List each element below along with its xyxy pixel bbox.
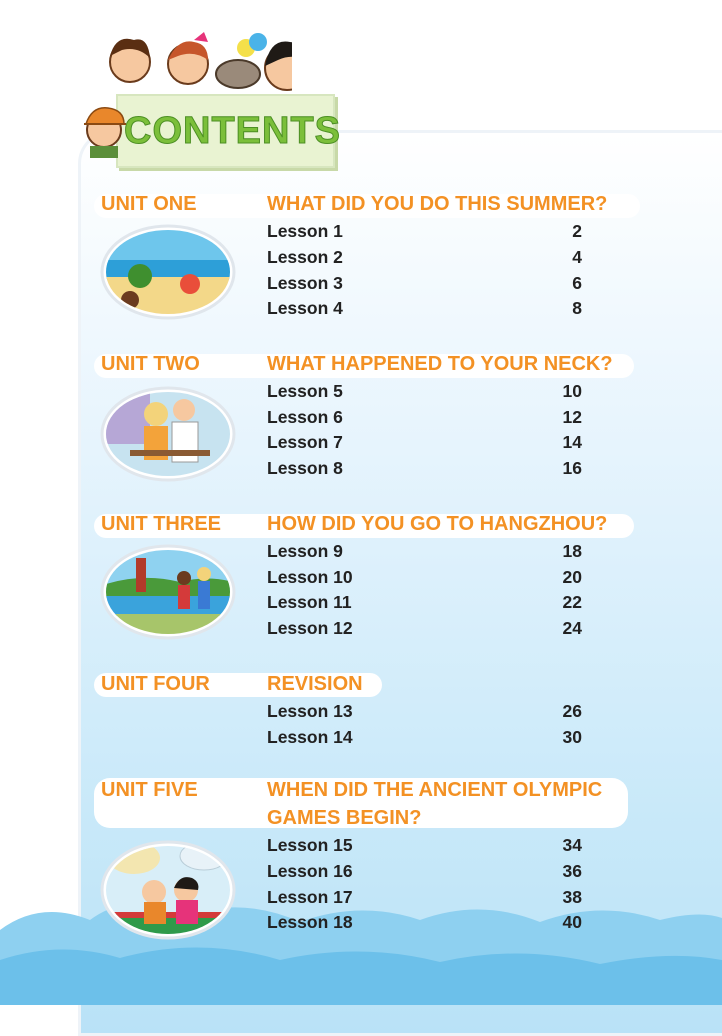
lesson-name: Lesson 18 [267, 912, 353, 932]
unit-label: UNIT FOUR [101, 673, 210, 695]
unit-label: UNIT ONE [101, 193, 197, 215]
unit-label: UNIT THREE [101, 513, 221, 535]
page-number: 38 [562, 887, 582, 907]
lesson-name: Lesson 16 [267, 861, 353, 881]
unit-title-line1: WHEN DID THE ANCIENT OLYMPIC [267, 779, 603, 801]
page-number: 16 [562, 458, 582, 478]
unit-title: REVISION [267, 673, 363, 695]
page-number: 20 [562, 567, 582, 587]
lesson-name: Lesson 8 [267, 458, 343, 478]
lesson-name: Lesson 10 [267, 567, 353, 587]
kids-thinking-illustration [100, 838, 240, 942]
page-number: 40 [562, 912, 582, 932]
page-number: 22 [562, 592, 582, 612]
lesson-name: Lesson 15 [267, 835, 353, 855]
page-number: 34 [562, 835, 582, 855]
boy-cap-illustration [82, 100, 128, 160]
page-number: 18 [562, 541, 582, 561]
unit-title-line2: GAMES BEGIN? [267, 807, 422, 829]
lesson-name: Lesson 1 [267, 221, 343, 241]
page-number: 36 [562, 861, 582, 881]
page-number: 24 [562, 618, 582, 638]
doctor-illustration [100, 384, 240, 484]
lesson-name: Lesson 13 [267, 701, 353, 721]
page-number: 2 [572, 221, 582, 241]
page-number: 6 [572, 273, 582, 293]
lesson-name: Lesson 3 [267, 273, 343, 293]
page-number: 14 [562, 432, 582, 452]
unit-title: WHAT HAPPENED TO YOUR NECK? [267, 353, 613, 375]
lake-pagoda-illustration [100, 542, 240, 642]
lesson-name: Lesson 17 [267, 887, 353, 907]
page-number: 4 [572, 247, 582, 267]
lesson-name: Lesson 2 [267, 247, 343, 267]
page-number: 30 [562, 727, 582, 747]
page-number: 12 [562, 407, 582, 427]
page-number: 8 [572, 298, 582, 318]
beach-illustration [100, 222, 240, 322]
lesson-name: Lesson 12 [267, 618, 353, 638]
lesson-name: Lesson 5 [267, 381, 343, 401]
unit-title: HOW DID YOU GO TO HANGZHOU? [267, 513, 608, 535]
page-title: CONTENTS [124, 110, 341, 152]
lesson-name: Lesson 6 [267, 407, 343, 427]
unit-label: UNIT TWO [101, 353, 200, 375]
page-number: 10 [562, 381, 582, 401]
unit-title: WHAT DID YOU DO THIS SUMMER? [267, 193, 608, 215]
page-number: 26 [562, 701, 582, 721]
lesson-name: Lesson 4 [267, 298, 343, 318]
unit-label: UNIT FIVE [101, 779, 198, 801]
lesson-name: Lesson 14 [267, 727, 353, 747]
lesson-name: Lesson 9 [267, 541, 343, 561]
lesson-name: Lesson 7 [267, 432, 343, 452]
lesson-name: Lesson 11 [267, 592, 352, 612]
